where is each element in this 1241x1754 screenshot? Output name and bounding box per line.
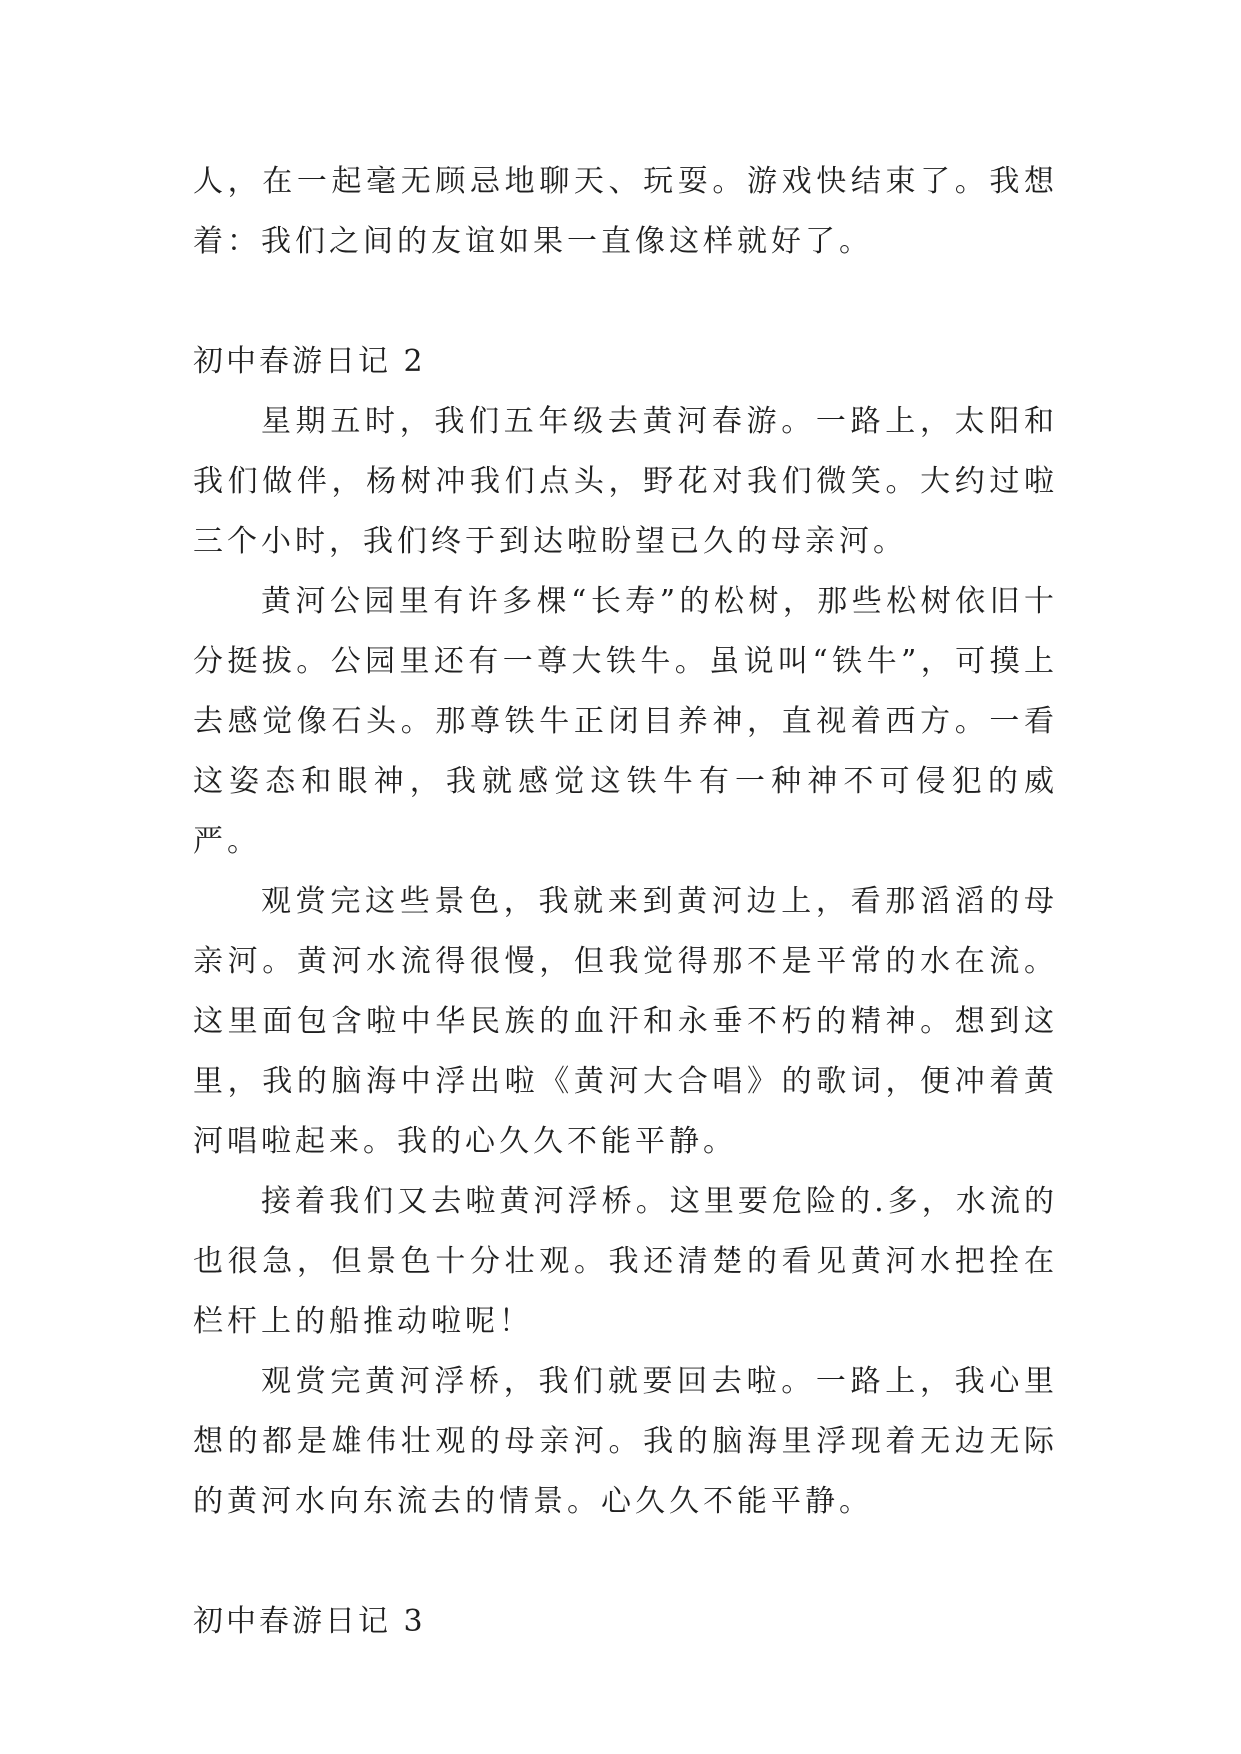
section-gap [193,1532,1058,1592]
continuation-paragraph: 人，在一起毫无顾忌地聊天、玩耍。游戏快结束了。我想着：我们之间的友谊如果一直像这样就好了。 [193,164,1058,259]
section-gap [193,272,1058,332]
paragraph: 观赏完黄河浮桥，我们就要回去啦。一路上，我心里想的都是雄伟壮观的母亲河。我的脑海里浮现着无边无际的黄河水向东流去的情景。心久久不能平静。 [193,1364,1058,1519]
document-body [193,152,1058,1652]
paragraph: 黄河公园里有许多棵“长寿”的松树，那些松树依旧十分挺拔。公园里还有一尊大铁牛。虽说叫“铁牛”，可摸上去感觉像石头。那尊铁牛正闭目养神，直视着西方。一看这姿态和眼神，我就感觉这铁牛有一种神不可侵犯的威严。 [193,584,1058,859]
section-title-3: 初中春游日记 3 [193,1604,426,1639]
paragraph: 观赏完这些景色，我就来到黄河边上，看那滔滔的母亲河。黄河水流得很慢，但我觉得那不是平常的水在流。这里面包含啦中华民族的血汗和永垂不朽的精神。想到这里，我的脑海中浮出啦《黄河大合唱》的歌词，便冲着黄河唱啦起来。我的心久久不能平静。 [193,884,1058,1159]
paragraph: 接着我们又去啦黄河浮桥。这里要危险的.多，水流的也很急，但景色十分壮观。我还清楚的看见黄河水把拴在栏杆上的船推动啦呢！ [193,1184,1058,1339]
section-title-2: 初中春游日记 2 [193,344,426,379]
paragraph: 星期五时，我们五年级去黄河春游。一路上，太阳和我们做伴，杨树冲我们点头，野花对我们微笑。大约过啦三个小时，我们终于到达啦盼望已久的母亲河。 [193,404,1058,559]
